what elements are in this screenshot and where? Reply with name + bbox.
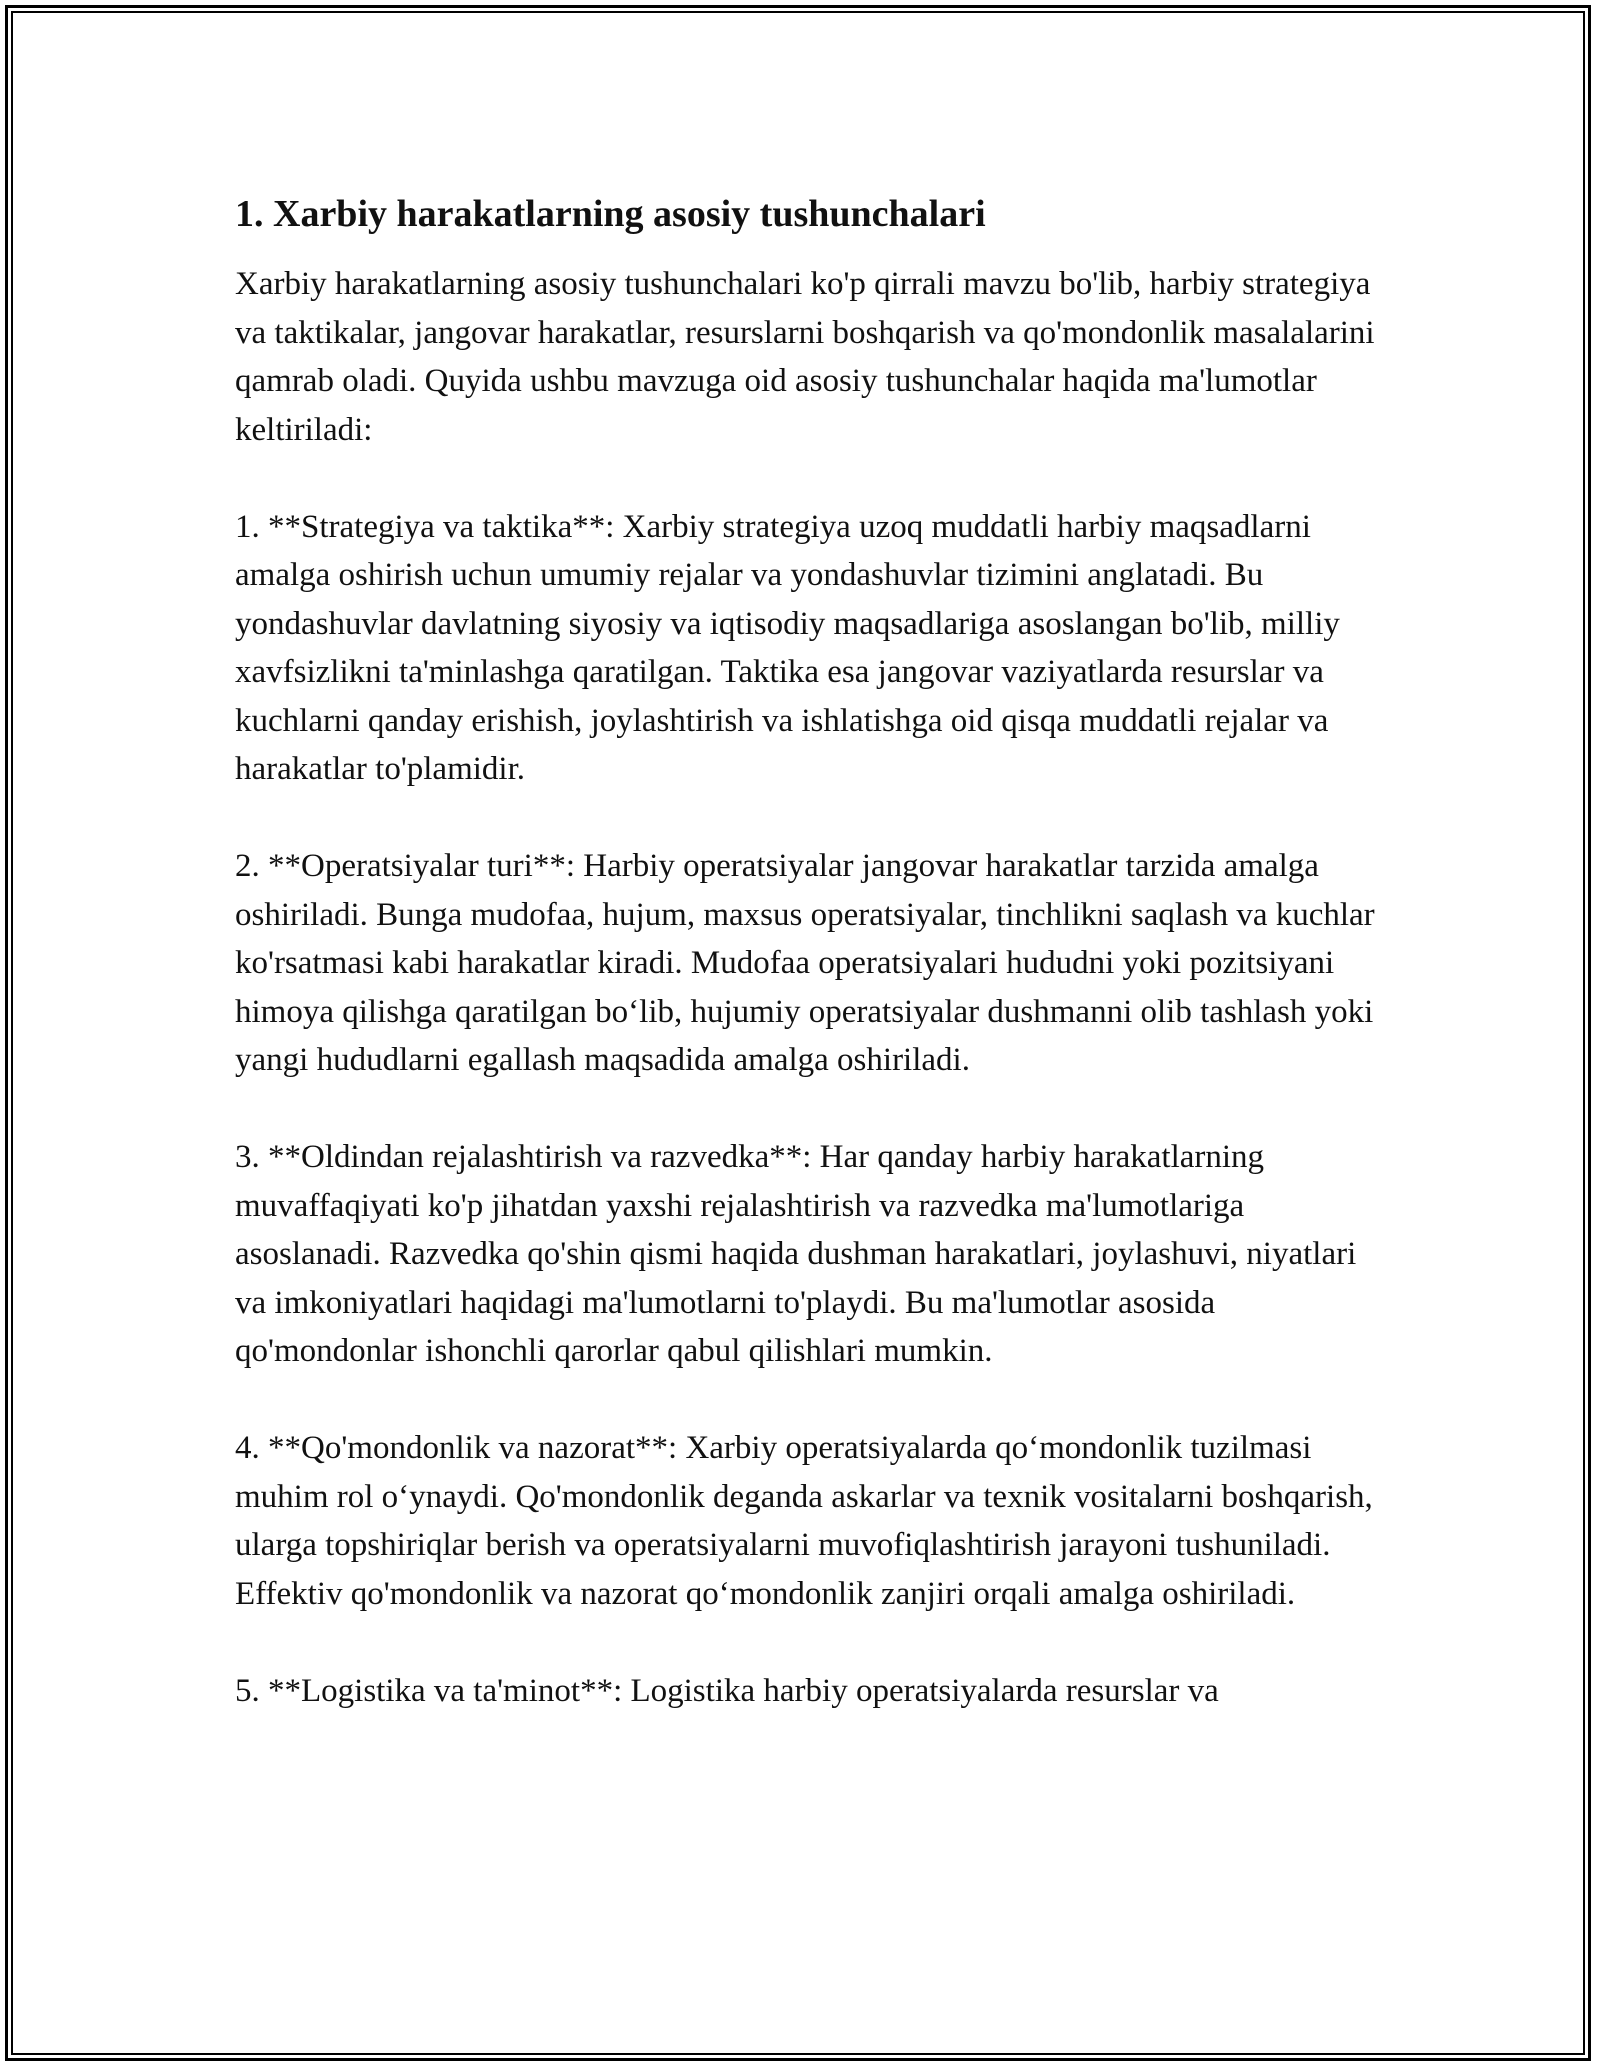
list-item-planning: 3. **Oldindan rejalashtirish va razvedka**: Har qanday harbiy harakatlarning muvaffaqiyati ko'p jihatdan yaxshi rejalashtirish va razvedka ma'lumotlariga asoslanadi. Razvedka qo'shin qismi haqida dushman harakatlari, joylashuvi, niyatlari va imkoniyatlari haqidagi ma'lumotlarni to'playdi. Bu ma'lumotlar asosida qo'mondonlar ishonchli qarorlar qabul qilishlari mumkin. [235, 1139, 1357, 1369]
list-item-operations: 2. **Operatsiyalar turi**: Harbiy operatsiyalar jangovar harakatlar tarzida amalga oshiriladi. Bunga mudofaa, hujum, maxsus operatsiyalar, tinchlikni saqlash va kuchlar ko'rsatmasi kabi harakatlar kiradi. Mudofaa operatsiyalari hududni yoki pozitsiyani himoya qilishga qaratilgan bo‘lib, hujumiy operatsiyalar dushmanni olib tashlash yoki yangi hududlarni egallash maqsadida amalga oshiriladi. [235, 848, 1375, 1078]
intro-paragraph: Xarbiy harakatlarning asosiy tushunchalari ko'p qirrali mavzu bo'lib, harbiy strategiya va taktikalar, jangovar harakatlar, resurslarni boshqarish va qo'mondonlik masalalarini qamrab oladi. Quyida ushbu mavzuga oid asosiy tushunchalar haqida ma'lumotlar keltiriladi: [235, 266, 1375, 448]
list-item-strategy: 1. **Strategiya va taktika**: Xarbiy strategiya uzoq muddatli harbiy maqsadlarni amalga oshirish uchun umumiy rejalar va yondashuvlar tizimini anglatadi. Bu yondashuvlar davlatning siyosiy va iqtisodiy maqsadlariga asoslangan bo'lib, milliy xavfsizlikni ta'minlashga qaratilgan. Taktika esa jangovar vaziyatlarda resurslar va kuchlarni qanday erishish, joylashtirish va ishlatishga oid qisqa muddatli rejalar va harakatlar to'plamidir. [235, 508, 1340, 787]
list-item-logistics: 5. **Logistika va ta'minot**: Logistika harbiy operatsiyalarda resurslar va [235, 1672, 1219, 1709]
list-item-command: 4. **Qo'mondonlik va nazorat**: Xarbiy operatsiyalarda qo‘mondonlik tuzilmasi muhim rol o‘ynaydi. Qo'mondonlik deganda askarlar va texnik vositalarni boshqarish, ularga topshiriqlar berish va operatsiyalarni muvofiqlashtirish jarayoni tushuniladi. Effektiv qo'mondonlik va nazorat qo‘mondonlik zanjiri orqali amalga oshiriladi. [235, 1430, 1373, 1612]
section-title: 1. Xarbiy harakatlarning asosiy tushunchalari [235, 193, 986, 235]
document-body [235, 188, 1375, 1764]
